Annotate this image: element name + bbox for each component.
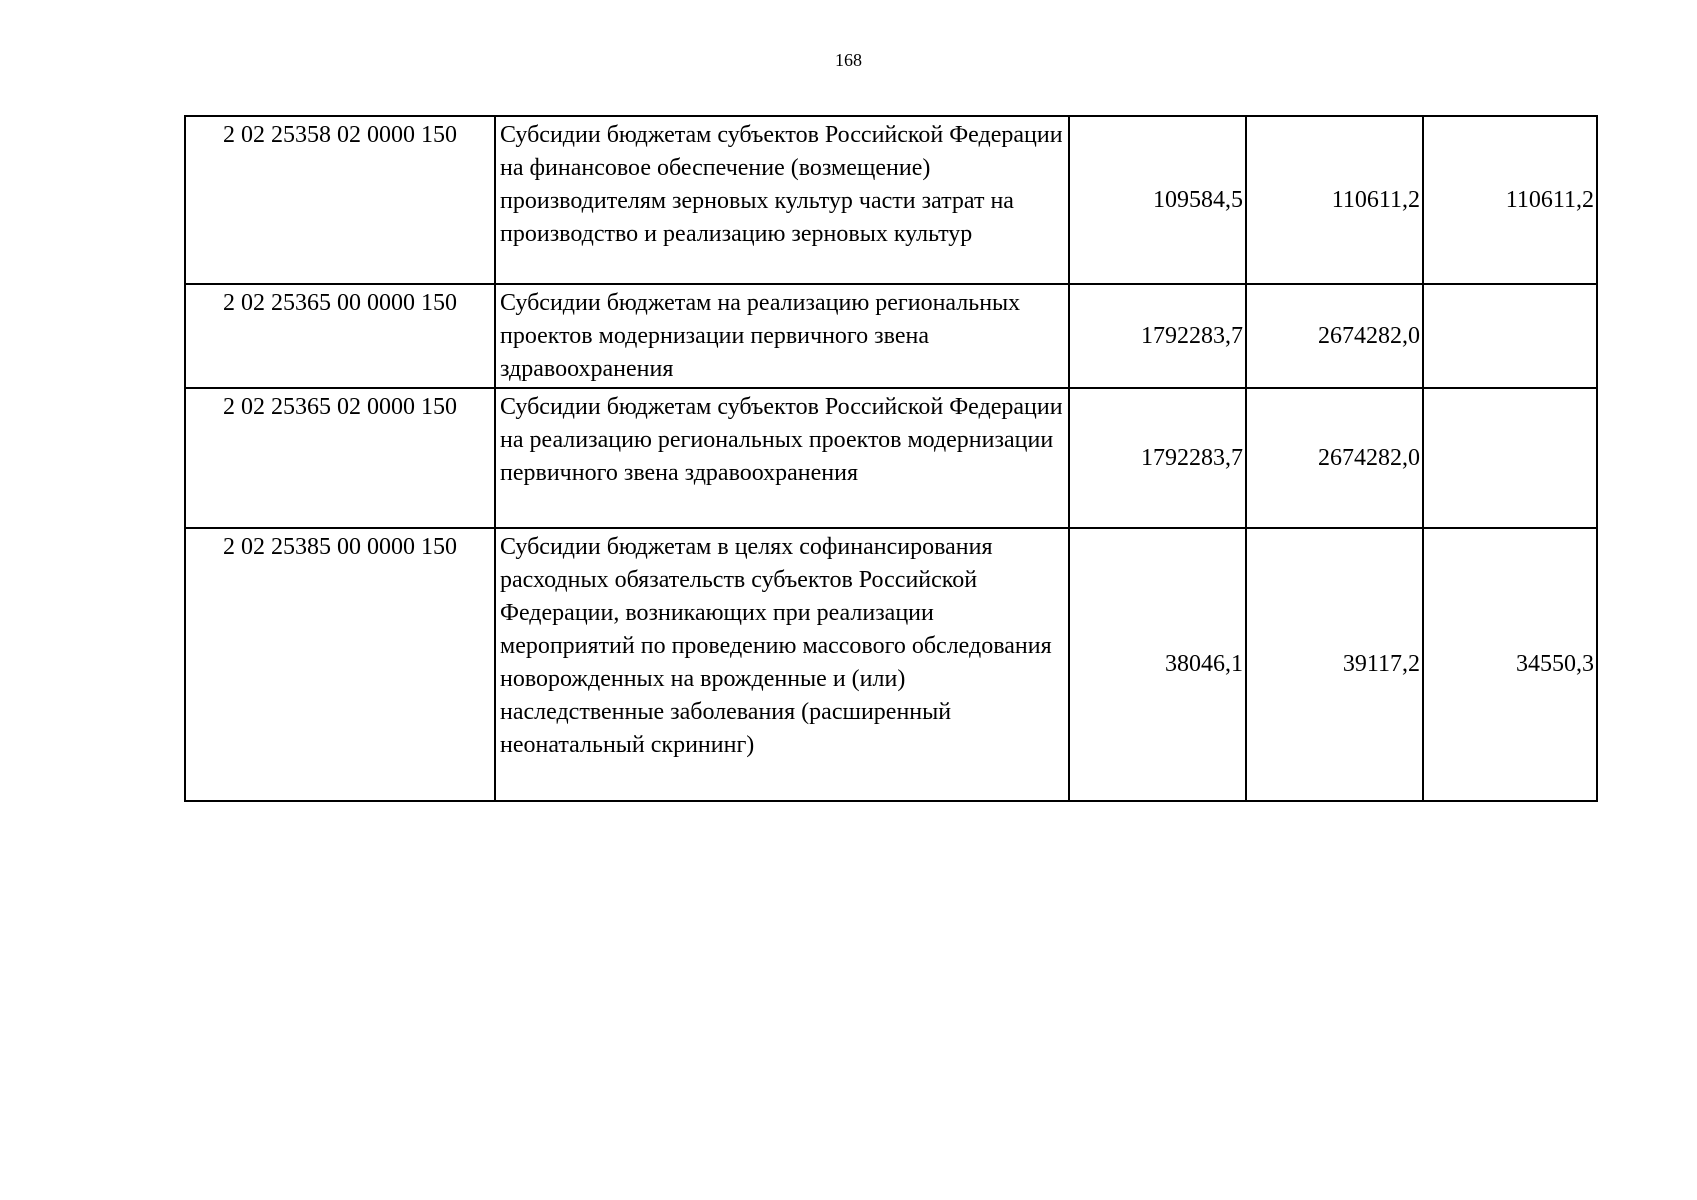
budget-code-cell: 2 02 25385 00 0000 150 [185,528,495,801]
revenue-name-cell: Субсидии бюджетам на реализацию региональных проектов модернизации первичного звена здравоохранения [495,284,1069,388]
table-row [185,116,1597,284]
table-row [185,528,1597,801]
amount-year-1-cell: 1792283,7 [1069,388,1246,528]
amount-year-3-cell: 110611,2 [1423,116,1597,284]
budget-code-cell: 2 02 25365 02 0000 150 [185,388,495,528]
revenue-name-cell: Субсидии бюджетам субъектов Российской Федерации на реализацию региональных проектов модернизации первичного звена здравоохранения [495,388,1069,528]
budget-code-cell: 2 02 25358 02 0000 150 [185,116,495,284]
table-row [185,284,1597,388]
amount-year-2-cell: 2674282,0 [1246,388,1423,528]
budget-revenue-table [184,115,1598,802]
table-row [185,388,1597,528]
amount-year-1-cell: 38046,1 [1069,528,1246,801]
amount-year-1-cell: 109584,5 [1069,116,1246,284]
amount-year-2-cell: 110611,2 [1246,116,1423,284]
revenue-name-cell: Субсидии бюджетам субъектов Российской Федерации на финансовое обеспечение (возмещение) производителям зерновых культур части затрат на производство и реализацию зерновых культур [495,116,1069,284]
amount-year-2-cell: 39117,2 [1246,528,1423,801]
budget-code-cell: 2 02 25365 00 0000 150 [185,284,495,388]
page-number: 168 [835,50,862,70]
revenue-name-cell: Субсидии бюджетам в целях софинансирования расходных обязательств субъектов Российской Федерации, возникающих при реализации мероприятий по проведению массового обследования новорожденных на врожденные и (или) наследственные заболевания (расширенный неонатальный скрининг) [495,528,1069,801]
amount-year-3-cell: 34550,3 [1423,528,1597,801]
amount-year-3-cell [1423,388,1597,528]
amount-year-1-cell: 1792283,7 [1069,284,1246,388]
amount-year-3-cell [1423,284,1597,388]
amount-year-2-cell: 2674282,0 [1246,284,1423,388]
